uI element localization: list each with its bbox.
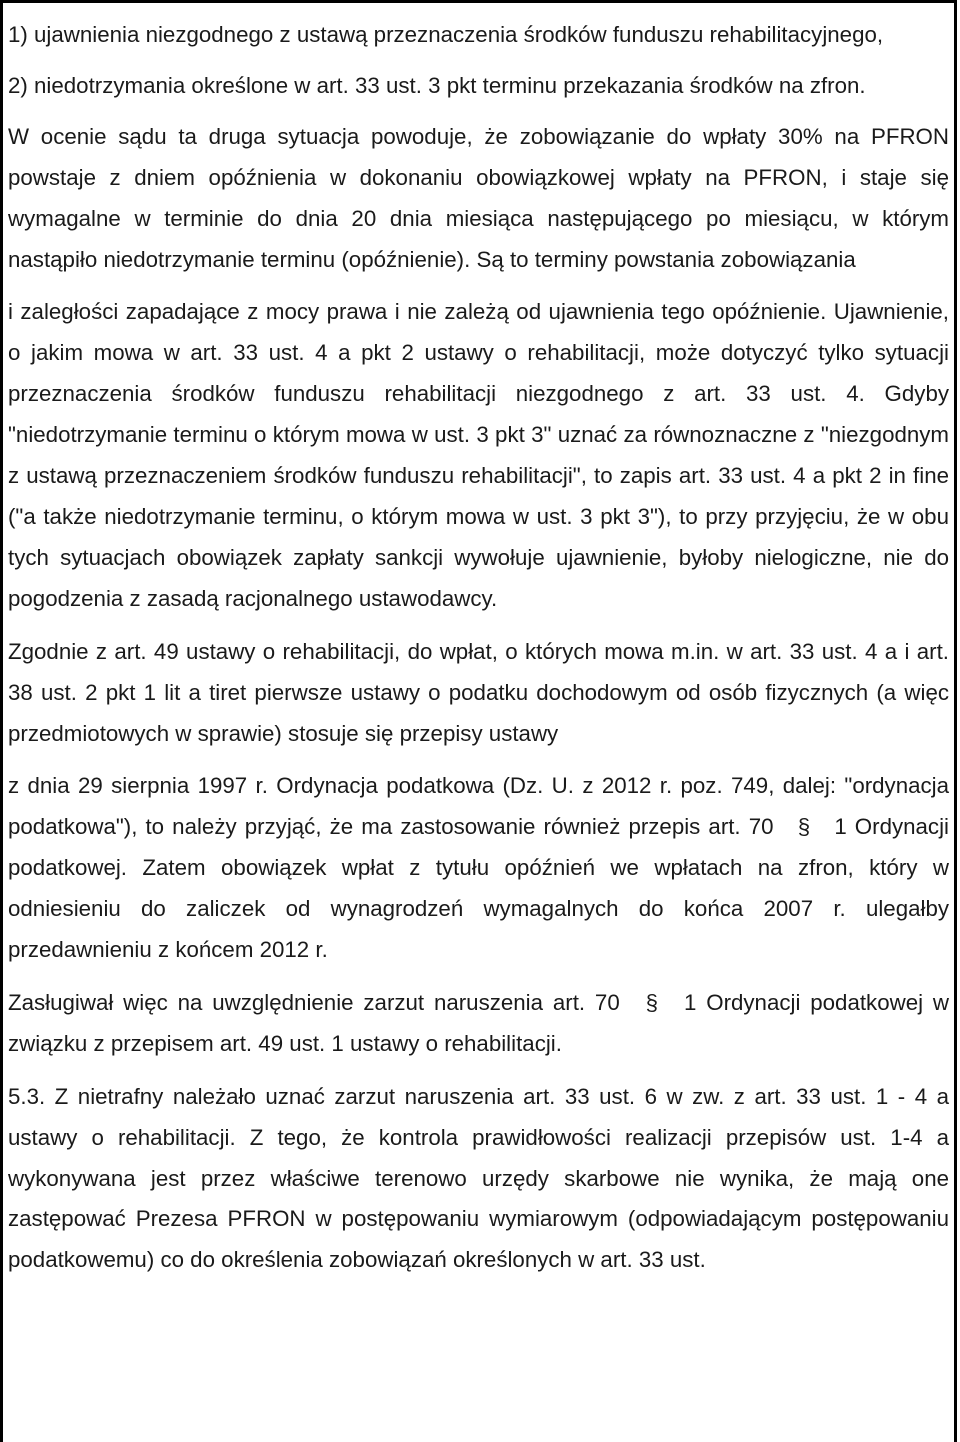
paragraph-7-part-1: Zasługiwał więc na uwzględnienie zarzut naruszenia art. 70 [8,989,620,1015]
paragraph-6-part-1: z dnia 29 sierpnia 1997 r. Ordynacja podatkowa (Dz. U. z 2012 r. poz. 749, dalej: "ordynacja podatkowa"), to należy przyjąć, że ma zastosowanie również przepis art. 70 [8,773,949,840]
paragraph-7-part-2: 1 Ordynacji podatkowej w związku z przepisem art. 49 ust. 1 ustawy o rehabilitacji. [8,989,949,1056]
section-sign: § [645,989,659,1015]
paragraph-5: Zgodnie z art. 49 ustawy o rehabilitacji, do wpłat, o których mowa m.in. w art. 33 ust. 4 a i art. 38 ust. 2 pkt 1 lit a tiret pierwsze ustawy o podatku dochodowym od osób fizycznych (a więc przedmiotowych w sprawie) stosuje się przepisy ustawy [8,638,949,746]
paragraph-1: 1) ujawnienia niezgodnego z ustawą przeznaczenia środków funduszu rehabilitacyjnego, [8,22,884,47]
paragraph-7 [8,983,949,1065]
paragraph-6-part-2: 1 Ordynacji podatkowej. Zatem obowiązek wpłat z tytułu opóźnień we wpłatach na zfron, który w odniesieniu do zaliczek od wynagrodzeń wymagalnych do końca 2007 r. ulegałby przedawnieniu z końcem 2012 r. [8,814,949,963]
paragraph-3: W ocenie sądu ta druga sytuacja powoduje, że zobowiązanie do wpłaty 30% na PFRON powstaje z dniem opóźnienia w dokonaniu obowiązkowej wpłaty na PFRON, i staje się wymagalne w terminie do dnia 20 dnia miesiąca następującego po miesiącu, w którym nastąpiło niedotrzymanie terminu (opóźnienie). Są to terminy powstania zobowiązania [8,123,949,272]
paragraph-4: i zaległości zapadające z mocy prawa i nie zależą od ujawnienia tego opóźnienie. Ujawnienie, o jakim mowa w art. 33 ust. 4 a pkt 2 ustawy o rehabilitacji, może dotyczyć tylko sytuacji przeznaczenia środków funduszu rehabilitacji niezgodnego z art. 33 ust. 4. Gdyby "niedotrzymanie terminu o którym mowa w ust. 3 pkt 3" uznać za równoznaczne z "niezgodnym z ustawą przeznaczeniem środków funduszu rehabilitacji", to zapis art. 33 ust. 4 a pkt 2 in fine ("a także niedotrzymanie terminu, o którym mowa w ust. 3 pkt 3"), to przy przyjęciu, że w obu tych sytuacjach obowiązek zapłaty sankcji wywołuje ujawnienie, byłoby nielogiczne, nie do pogodzenia z zasadą racjonalnego ustawodawcy. [8,299,949,611]
paragraph-2: 2) niedotrzymania określone w art. 33 ust. 3 pkt terminu przekazania środków na zfron. [8,72,866,98]
section-sign: § [797,814,811,840]
paragraph-6 [8,766,949,971]
paragraph-8: 5.3. Z nietrafny należało uznać zarzut naruszenia art. 33 ust. 6 w zw. z art. 33 ust. 1 - 4 a ustawy o rehabilitacji. Z tego, że kontrola prawidłowości realizacji przepisów ust. 1-4 a wykonywana jest przez właściwe terenowo urzędy skarbowe nie wynika, że mają one zastępować Prezesa PFRON w postępowaniu wymiarowym (odpowiadającym postępowaniu podatkowemu) co do określenia zobowiązań określonych w art. 33 ust. [8,1083,949,1273]
